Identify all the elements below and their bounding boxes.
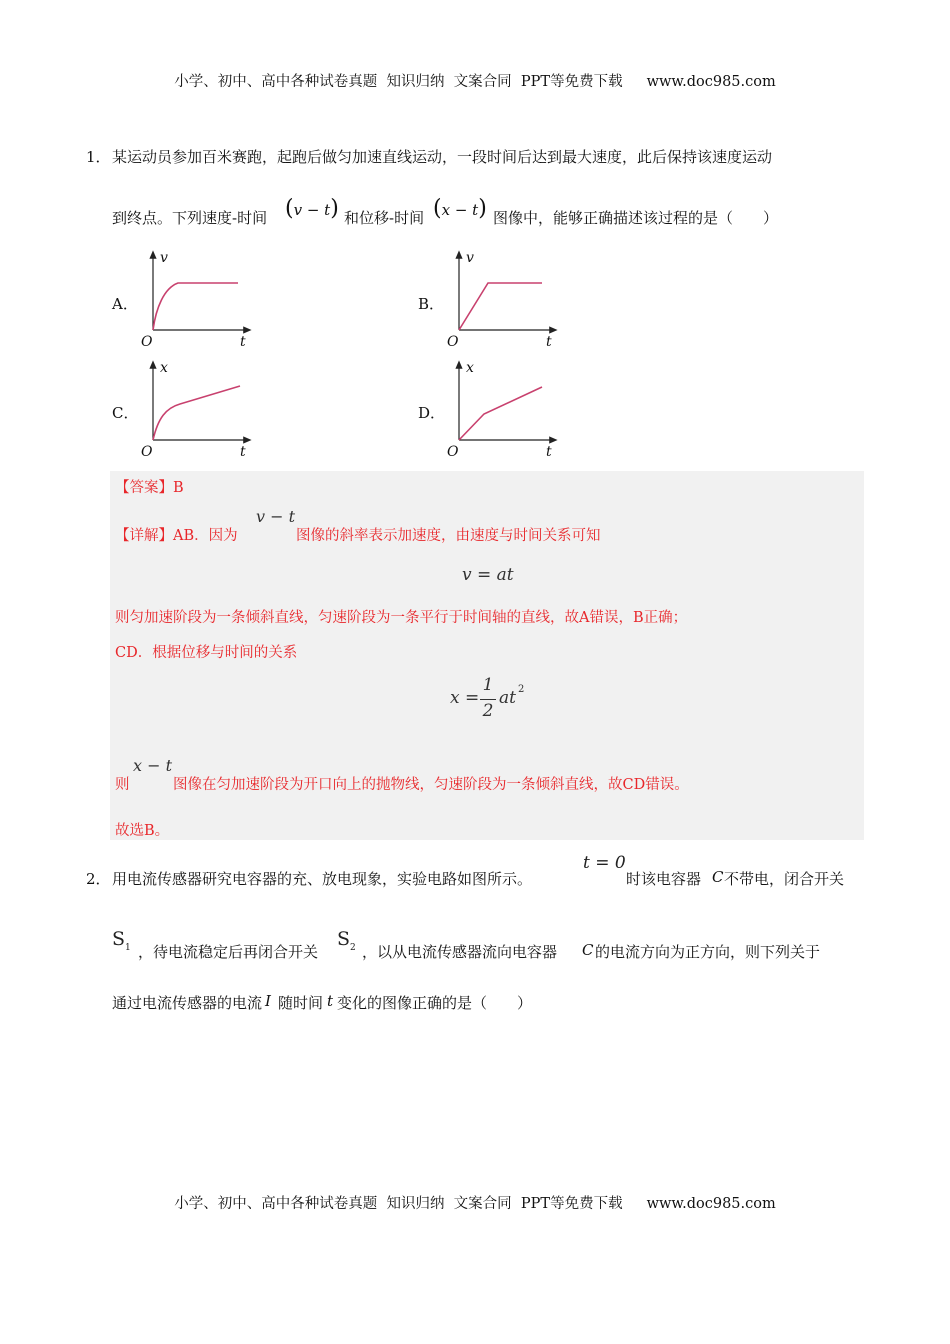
q2-line3a: 通过电流传感器的电流 — [112, 994, 263, 1012]
q2-line3c: 变化的图像正确的是（ ） — [337, 994, 533, 1012]
q2-line1c: 不带电，闭合开关 — [724, 870, 845, 888]
graph-c-origin: O — [141, 444, 153, 460]
q2-line2a: ，待电流稳定后再闭合开关 — [138, 943, 319, 961]
q1-line1: 某运动员参加百米赛跑，起跑后做匀加速直线运动，一段时间后达到最大速度，此后保持该速度运动 — [112, 148, 773, 166]
q2-line2c: 的电流方向为正方向，则下列关于 — [595, 943, 821, 961]
graph-c-curve — [153, 386, 240, 440]
page-footer — [0, 1192, 950, 1213]
footer-url[interactable]: www.doc985.com — [646, 1196, 776, 1212]
graph-d-x-label: t — [546, 444, 552, 460]
q2-time-t: t — [327, 992, 334, 1010]
graph-d-origin: O — [447, 444, 459, 460]
option-d-label[interactable]: D． — [418, 404, 446, 422]
answer-label: 【答案】B — [115, 480, 184, 496]
q2-line1a: 用电流传感器研究电容器的充、放电现象，实验电路如图所示。 — [112, 870, 533, 888]
detail-xt: x − t — [133, 756, 173, 775]
detail-vt: v − t — [256, 507, 296, 526]
graph-b-y-label: v — [466, 250, 474, 266]
graph-d-y-label: x — [466, 360, 474, 376]
q2-t0: t = 0 — [583, 853, 626, 873]
q2-s2-letter: S — [337, 928, 351, 950]
graph-c-x-label: t — [240, 444, 246, 460]
q2-s2 — [337, 928, 356, 953]
q1-vt: v − t — [293, 201, 331, 219]
graph-b-x-label: t — [546, 334, 552, 350]
q2-capacitor-c2: C — [582, 941, 594, 959]
detail-text1: 图像的斜率表示加速度，由速度与时间关系可知 — [296, 528, 601, 544]
graph-a-curve — [153, 283, 238, 330]
header-url[interactable]: www.doc985.com — [646, 74, 776, 90]
q2-capacitor-c: C — [712, 868, 724, 886]
footer-text: 小学、初中、高中各种试卷真题 知识归纳 文案合同 PPT等免费下载 — [174, 1196, 623, 1212]
q2-line1b: 时该电容器 — [626, 870, 702, 888]
detail-text4: 图像在匀加速阶段为开口向上的抛物线，匀速阶段为一条倾斜直线，故CD错误。 — [173, 777, 689, 793]
detail-label: 【详解】AB．因为 — [115, 528, 238, 544]
graph-a — [136, 248, 256, 350]
q2-line3b: 随时间 — [278, 994, 324, 1012]
q1-line2c: 图像中，能够正确描述该过程的是（ ） — [493, 209, 779, 227]
conclusion: 故选B。 — [115, 823, 170, 839]
equation-2-rhs: at — [499, 688, 516, 708]
header-text: 小学、初中、高中各种试卷真题 知识归纳 文案合同 PPT等免费下载 — [174, 74, 623, 90]
option-c-label[interactable]: C． — [112, 404, 139, 422]
graph-a-y-label: v — [160, 250, 168, 266]
q2-s1-sub: 1 — [125, 942, 131, 953]
graph-a-origin: O — [141, 334, 153, 350]
graph-b — [442, 248, 562, 350]
graph-b-curve — [459, 283, 542, 330]
q1-line2b: 和位移-时间 — [344, 209, 425, 227]
q1-vt-expr: (v − t) — [285, 196, 339, 221]
graph-c-y-label: x — [160, 360, 168, 376]
q2-s1 — [112, 928, 131, 953]
q2-number: 2． — [86, 870, 111, 888]
equation-2-denominator: 2 — [482, 701, 494, 721]
q1-line2a: 到终点。下列速度-时间 — [112, 209, 268, 227]
graph-d — [442, 358, 562, 460]
q2-current-i: I — [265, 992, 271, 1010]
option-b-label[interactable]: B． — [418, 295, 445, 313]
detail-text3: CD．根据位移与时间的关系 — [115, 645, 298, 661]
equation-2-numerator: 1 — [482, 675, 494, 695]
graph-d-curve — [459, 387, 542, 440]
q2-line2b: ，以从电流传感器流向电容器 — [362, 943, 558, 961]
option-a-label[interactable]: A． — [112, 295, 138, 313]
fraction-bar — [480, 699, 496, 700]
graph-a-x-label: t — [240, 334, 246, 350]
graph-c — [136, 358, 256, 460]
q1-xt-expr: (x − t) — [433, 196, 487, 221]
page-header — [0, 70, 950, 91]
q1-xt: x − t — [441, 201, 479, 219]
equation-2-exponent: 2 — [518, 684, 525, 695]
q1-number: 1． — [86, 148, 111, 166]
equation-1: v = at — [462, 565, 514, 585]
q2-s1-letter: S — [112, 928, 126, 950]
then-label: 则 — [115, 777, 130, 793]
graph-b-origin: O — [447, 334, 459, 350]
q2-s2-sub: 2 — [350, 942, 356, 953]
detail-text2: 则匀加速阶段为一条倾斜直线，匀速阶段为一条平行于时间轴的直线，故A错误，B正确； — [115, 610, 688, 626]
equation-2-lhs: x = — [450, 688, 480, 708]
